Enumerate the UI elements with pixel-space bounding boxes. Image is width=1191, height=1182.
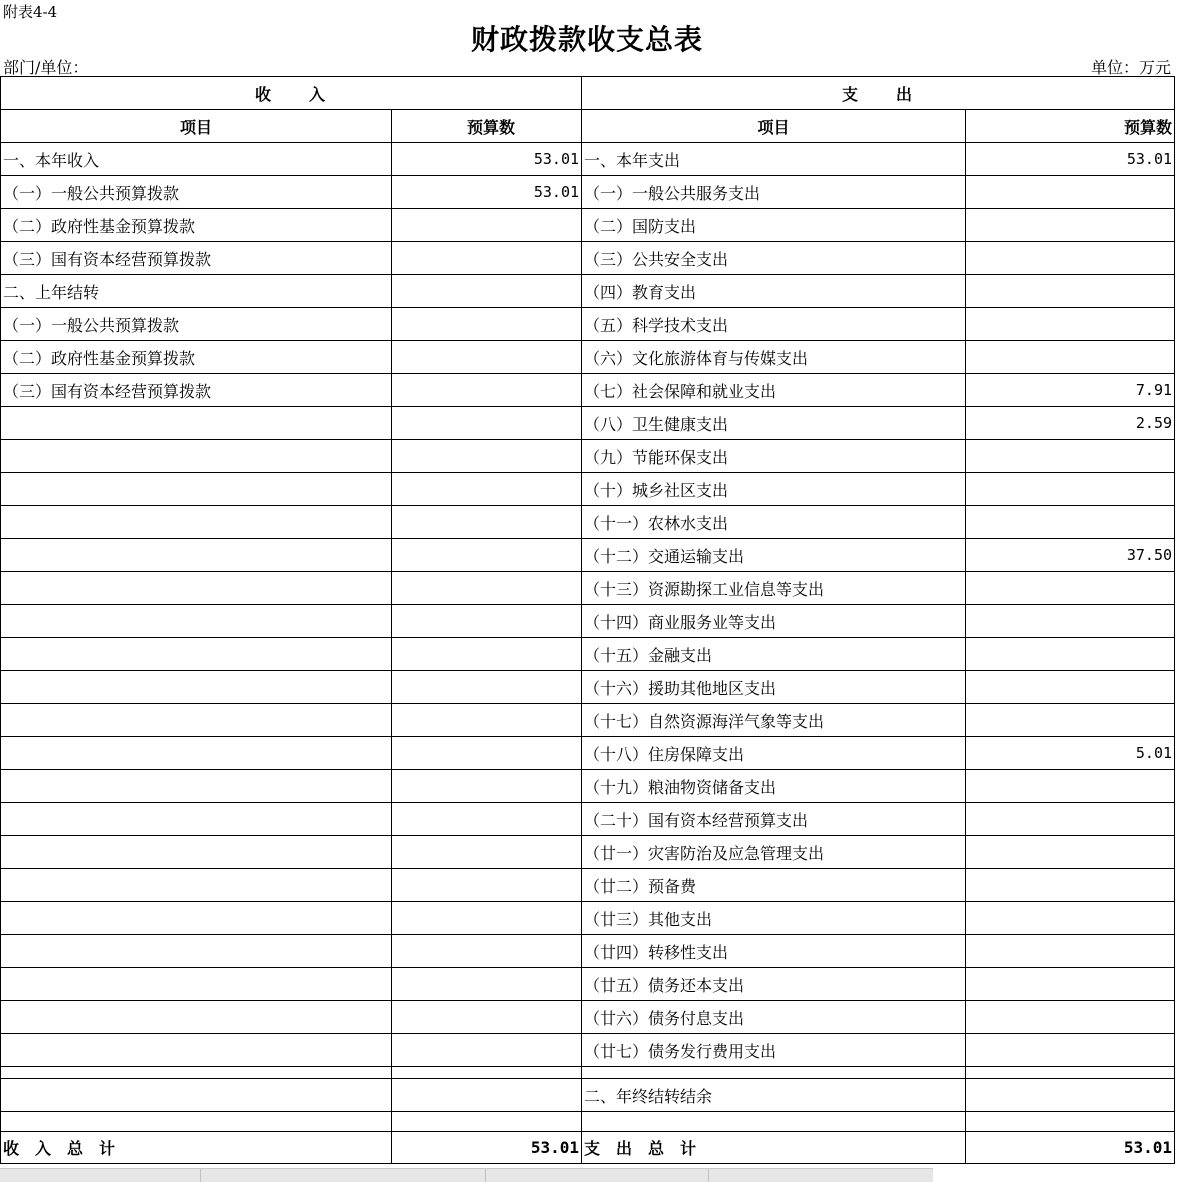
income-item-cell[interactable] [1,1079,392,1112]
income-value-cell[interactable] [392,968,582,1001]
expense-value-cell[interactable] [966,275,1175,308]
budget-table [0,76,1175,1164]
income-value-cell[interactable] [392,704,582,737]
expense-item-cell[interactable]: （十五）金融支出 [582,638,966,671]
totals-row [1,1132,1175,1164]
income-value-cell[interactable] [392,506,582,539]
expense-item-cell[interactable]: （十二）交通运输支出 [582,539,966,572]
table-row [1,737,1175,770]
expense-item-cell[interactable]: （十三）资源勘探工业信息等支出 [582,572,966,605]
expense-value-cell[interactable] [966,308,1175,341]
expense-item-cell[interactable]: （廿七）债务发行费用支出 [582,1034,966,1067]
table-row [1,374,1175,407]
table-row [1,671,1175,704]
income-item-cell[interactable] [1,902,392,935]
income-value-cell[interactable] [392,1001,582,1034]
income-item-cell[interactable]: （二）政府性基金预算拨款 [1,341,392,374]
spacer-cell[interactable] [582,1067,966,1079]
income-value-cell[interactable] [392,770,582,803]
income-item-cell[interactable]: （三）国有资本经营预算拨款 [1,242,392,275]
expense-value-cell[interactable]: 7.91 [966,374,1175,407]
income-item-cell[interactable] [1,770,392,803]
expense-value-cell[interactable] [966,605,1175,638]
expense-value-cell[interactable]: 37.50 [966,539,1175,572]
expense-item-cell[interactable]: （廿二）预备费 [582,869,966,902]
unit-label: 单位：万元 [1090,58,1171,77]
income-value-cell[interactable] [392,440,582,473]
expense-item-cell[interactable]: （十）城乡社区支出 [582,473,966,506]
income-item-cell[interactable] [1,1001,392,1034]
expense-value-cell[interactable] [966,242,1175,275]
table-row [1,803,1175,836]
spacer-cell[interactable] [1,1067,392,1079]
table-row [1,869,1175,902]
spacer-cell[interactable] [392,1067,582,1079]
income-total-label[interactable]: 收 入 总 计 [1,1132,392,1164]
table-row [1,1001,1175,1034]
spacer-row [1,1112,1175,1132]
income-value-cell[interactable] [392,539,582,572]
expense-item-cell[interactable]: （廿六）债务付息支出 [582,1001,966,1034]
expense-item-cell[interactable]: （二）国防支出 [582,209,966,242]
table-row [1,176,1175,209]
expense-value-cell[interactable] [966,704,1175,737]
expense-value-cell[interactable] [966,803,1175,836]
attachment-label: 附表4-4 [3,3,58,21]
expense-item-cell[interactable]: （八）卫生健康支出 [582,407,966,440]
expense-value-cell[interactable] [966,869,1175,902]
income-value-cell[interactable] [392,1034,582,1067]
table-row [1,341,1175,374]
expense-item-cell[interactable]: （廿四）转移性支出 [582,935,966,968]
income-value-cell[interactable] [392,374,582,407]
income-item-cell[interactable] [1,737,392,770]
income-item-cell[interactable] [1,506,392,539]
income-item-cell[interactable] [1,869,392,902]
expense-item-cell[interactable]: （一）一般公共服务支出 [582,176,966,209]
income-item-cell[interactable]: 二、上年结转 [1,275,392,308]
expense-value-cell[interactable] [966,935,1175,968]
expense-value-cell[interactable]: 5.01 [966,737,1175,770]
expense-value-cell[interactable] [966,209,1175,242]
income-value-cell[interactable] [392,737,582,770]
table-row [1,209,1175,242]
expense-section-header[interactable]: 支 出 [582,77,1175,110]
expense-item-cell[interactable]: （五）科学技术支出 [582,308,966,341]
income-item-cell[interactable] [1,572,392,605]
tab-divider [708,1169,710,1182]
income-value-cell[interactable] [392,935,582,968]
income-item-cell[interactable]: （一）一般公共预算拨款 [1,176,392,209]
table-row [1,935,1175,968]
expense-value-cell[interactable]: 53.01 [966,143,1175,176]
income-value-cell[interactable] [392,209,582,242]
table-row [1,275,1175,308]
expense-value-cell[interactable] [966,770,1175,803]
spacer-row [1,1067,1175,1079]
income-value-cell[interactable]: 53.01 [392,143,582,176]
table-row [1,770,1175,803]
tab-divider [485,1169,487,1182]
spacer-cell[interactable] [1,1112,392,1132]
table-row [1,1034,1175,1067]
expense-total-label[interactable]: 支 出 总 计 [582,1132,966,1164]
income-total-value[interactable]: 53.01 [392,1132,582,1164]
sheet-tab-bar[interactable] [0,1168,933,1182]
income-item-cell[interactable] [1,605,392,638]
income-item-cell[interactable] [1,407,392,440]
table-row [1,638,1175,671]
income-item-cell[interactable] [1,803,392,836]
expense-value-cell[interactable]: 2.59 [966,407,1175,440]
expense-value-cell[interactable] [966,473,1175,506]
table-row [1,506,1175,539]
expense-value-cell[interactable] [966,902,1175,935]
spacer-cell[interactable] [392,1112,582,1132]
income-value-cell[interactable] [392,671,582,704]
income-value-cell[interactable] [392,473,582,506]
expense-value-cell[interactable] [966,572,1175,605]
expense-item-cell[interactable]: （十八）住房保障支出 [582,737,966,770]
expense-value-cell[interactable] [966,506,1175,539]
expense-value-cell[interactable] [966,341,1175,374]
table-row [1,836,1175,869]
expense-item-cell[interactable]: （十九）粮油物资储备支出 [582,770,966,803]
table-row [1,605,1175,638]
income-value-cell[interactable] [392,803,582,836]
income-budget-header[interactable]: 预算数 [392,110,582,143]
table-row [1,143,1175,176]
income-value-cell[interactable]: 53.01 [392,176,582,209]
income-item-cell[interactable] [1,968,392,1001]
expense-value-cell[interactable] [966,671,1175,704]
income-item-cell[interactable] [1,935,392,968]
income-value-cell[interactable] [392,275,582,308]
table-row [1,242,1175,275]
income-item-header[interactable]: 项目 [1,110,392,143]
expense-value-cell[interactable] [966,440,1175,473]
section-header-row [1,77,1175,110]
spacer-cell[interactable] [582,1112,966,1132]
expense-item-cell[interactable]: （十一）农林水支出 [582,506,966,539]
income-item-cell[interactable] [1,836,392,869]
table-row [1,902,1175,935]
income-item-cell[interactable] [1,473,392,506]
table-row [1,308,1175,341]
expense-item-cell[interactable]: 一、本年支出 [582,143,966,176]
expense-item-cell[interactable]: （九）节能环保支出 [582,440,966,473]
table-row [1,704,1175,737]
income-value-cell[interactable] [392,308,582,341]
income-value-cell[interactable] [392,572,582,605]
table-row [1,539,1175,572]
expense-item-cell[interactable]: （廿三）其他支出 [582,902,966,935]
expense-total-value[interactable]: 53.01 [966,1132,1175,1164]
spacer-cell[interactable] [966,1067,1175,1079]
income-item-cell[interactable] [1,539,392,572]
income-value-cell[interactable] [392,242,582,275]
expense-item-cell[interactable]: （四）教育支出 [582,275,966,308]
expense-item-cell[interactable]: （十四）商业服务业等支出 [582,605,966,638]
income-item-cell[interactable] [1,704,392,737]
table-row [1,407,1175,440]
income-value-cell[interactable] [392,836,582,869]
expense-item-cell[interactable]: （七）社会保障和就业支出 [582,374,966,407]
expense-item-cell[interactable]: （十七）自然资源海洋气象等支出 [582,704,966,737]
expense-budget-header[interactable]: 预算数 [966,110,1175,143]
income-item-cell[interactable] [1,1034,392,1067]
expense-value-cell[interactable] [966,176,1175,209]
table-row [1,473,1175,506]
income-value-cell[interactable] [392,638,582,671]
balance-value-cell[interactable] [966,1079,1175,1112]
income-item-cell[interactable] [1,671,392,704]
tab-divider [200,1169,202,1182]
income-item-cell[interactable]: （三）国有资本经营预算拨款 [1,374,392,407]
income-item-cell[interactable]: 一、本年收入 [1,143,392,176]
income-item-cell[interactable]: （二）政府性基金预算拨款 [1,209,392,242]
income-value-cell[interactable] [392,869,582,902]
expense-value-cell[interactable] [966,836,1175,869]
spacer-cell[interactable] [966,1112,1175,1132]
income-item-cell[interactable]: （一）一般公共预算拨款 [1,308,392,341]
expense-value-cell[interactable] [966,638,1175,671]
expense-item-cell[interactable]: （二十）国有资本经营预算支出 [582,803,966,836]
balance-row [1,1079,1175,1112]
expense-item-cell[interactable]: （廿一）灾害防治及应急管理支出 [582,836,966,869]
income-item-cell[interactable] [1,638,392,671]
income-value-cell[interactable] [392,341,582,374]
department-label: 部门/单位： [3,58,89,77]
expense-item-header[interactable]: 项目 [582,110,966,143]
income-value-cell[interactable] [392,605,582,638]
income-item-cell[interactable] [1,440,392,473]
page-title: 财政拨款收支总表 [470,23,703,56]
column-header-row [1,110,1175,143]
income-value-cell[interactable] [392,902,582,935]
expense-value-cell[interactable] [966,968,1175,1001]
table-row [1,572,1175,605]
income-section-header[interactable]: 收 入 [1,77,582,110]
income-value-cell[interactable] [392,1079,582,1112]
expense-item-cell[interactable]: （十六）援助其他地区支出 [582,671,966,704]
expense-item-cell[interactable]: （廿五）债务还本支出 [582,968,966,1001]
expense-item-cell[interactable]: （三）公共安全支出 [582,242,966,275]
expense-value-cell[interactable] [966,1001,1175,1034]
table-row [1,440,1175,473]
income-value-cell[interactable] [392,407,582,440]
table-row [1,968,1175,1001]
expense-item-cell[interactable]: （六）文化旅游体育与传媒支出 [582,341,966,374]
balance-item-cell[interactable]: 二、年终结转结余 [582,1079,966,1112]
expense-value-cell[interactable] [966,1034,1175,1067]
